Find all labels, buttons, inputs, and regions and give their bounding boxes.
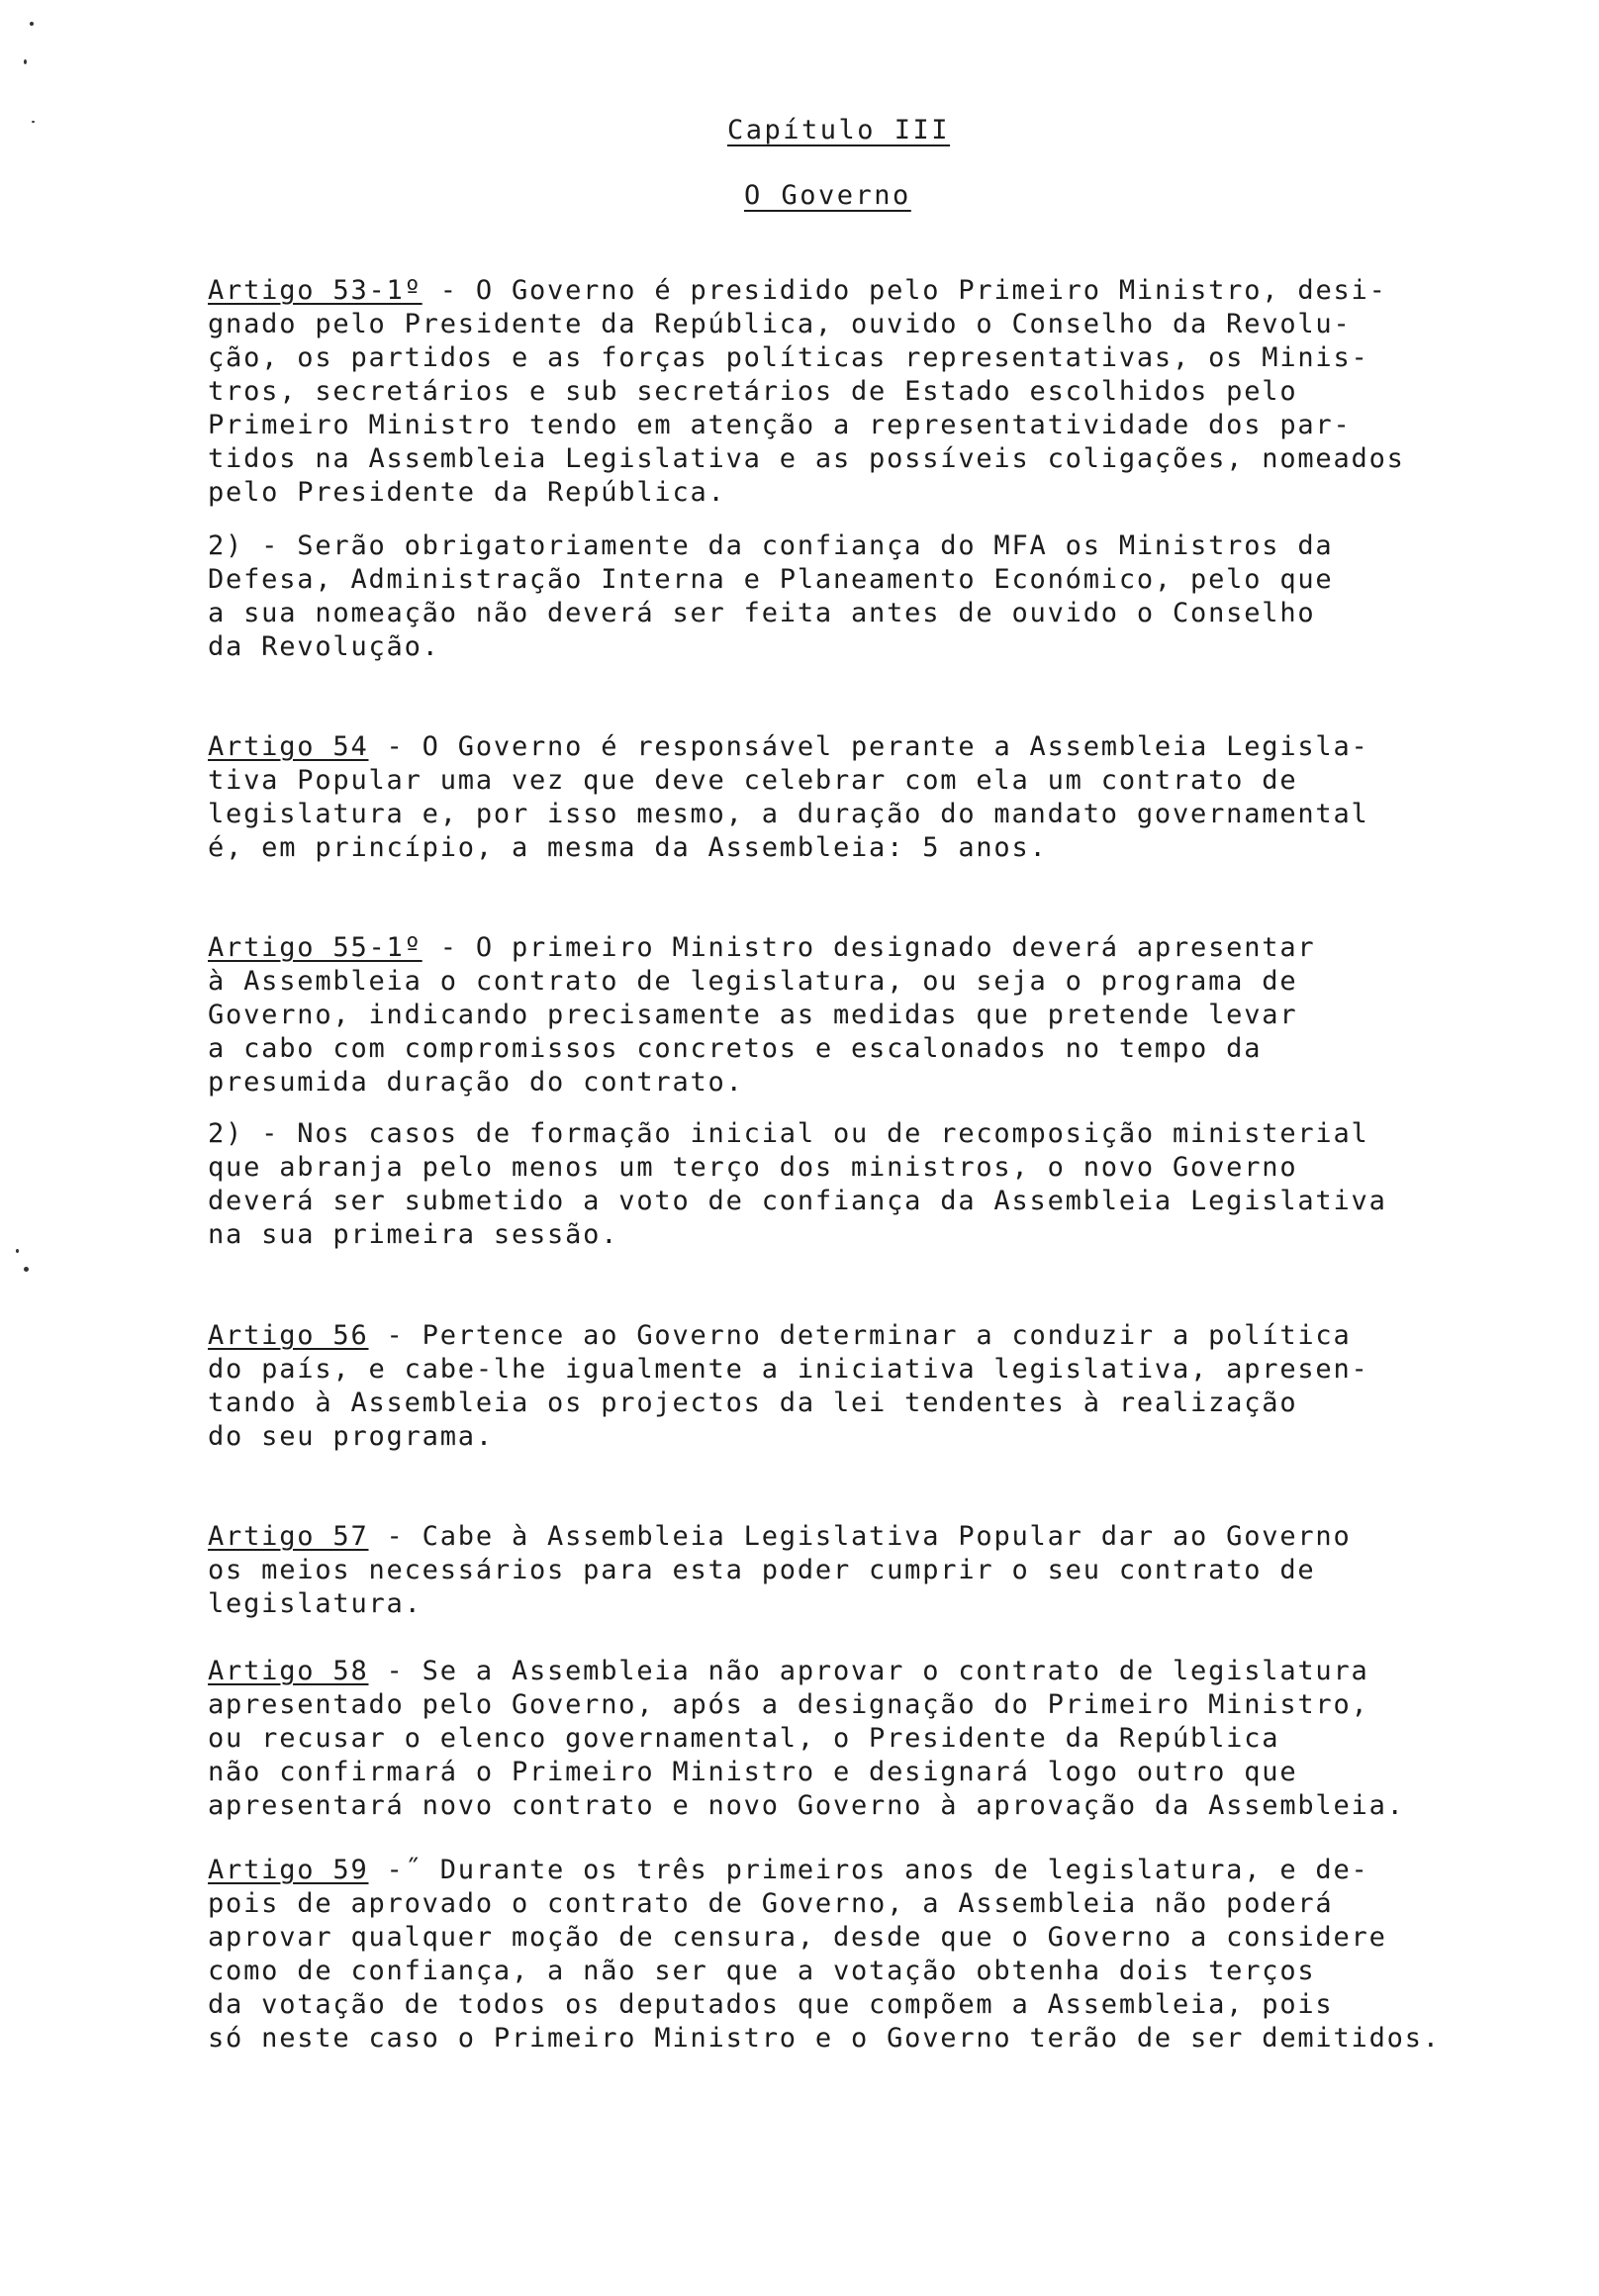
- article-text: - Cabe à Assembleia Legislativa Popular dar ao Governo os meios necessários para esta poder cumprir o seu contrato de legislatura.: [208, 1521, 1352, 1619]
- article-text: - Pertence ao Governo determinar a conduzir a política do país, e cabe-lhe igualmente a iniciativa legislativa, apresen- tando à Assembleia os projectos da lei tendentes à realização do seu programa.: [208, 1320, 1369, 1452]
- article-paragraph: [208, 730, 1369, 865]
- scan-speck: [24, 59, 27, 64]
- article-text: 2) - Nos casos de formação inicial ou de recomposição ministerial que abranja pelo menos um terço dos ministros, o novo Governo deverá ser submetido a voto de confiança da Assembleia Legislativa na sua primeira sessão.: [208, 1118, 1387, 1250]
- article-text: - O primeiro Ministro designado deverá apresentar à Assembleia o contrato de legislatura, ou seja o programa de Governo, indicando precisamente as medidas que pretende levar a cabo com compromissos concretos e escalonados no tempo da presumida duração do contrato.: [208, 932, 1316, 1098]
- article-ref: Artigo 59: [208, 1855, 369, 1885]
- article-text: -˝ Durante os três primeiros anos de legislatura, e de- pois de aprovado o contrato de Governo, a Assembleia não poderá aprovar qualquer moção de censura, desde que o Governo a considere como de confiança, a não ser que a votação obtenha dois terços da votação de todos os deputados que compõem a Assembleia, pois só neste caso o Primeiro Ministro e o Governo terão de ser demitidos.: [208, 1855, 1441, 2054]
- article-ref: Artigo 58: [208, 1656, 369, 1686]
- article-paragraph: [208, 1655, 1405, 1823]
- article-ref: Artigo 53-1º: [208, 275, 423, 306]
- scan-speck: [32, 121, 35, 123]
- article-paragraph: [208, 1520, 1352, 1621]
- section-title: O Governo: [744, 180, 911, 211]
- scan-speck: [16, 1249, 19, 1253]
- article-text: - O Governo é responsável perante a Assembleia Legisla- tiva Popular uma vez que deve celebrar com ela um contrato de legislatura e, por isso mesmo, a duração do mandato governamental é, em princípio, a mesma da Assembleia: 5 anos.: [208, 731, 1369, 863]
- scan-speck: [30, 22, 34, 26]
- article-ref: Artigo 55-1º: [208, 932, 423, 963]
- article-subparagraph: [208, 529, 1334, 664]
- article-text: - O Governo é presidido pelo Primeiro Ministro, desi- gnado pelo Presidente da República, ouvido o Conselho da Revolu- ção, os partidos e as forças políticas representativas, os Minis- tros, secretários e sub secretários de Estado escolhidos pelo Primeiro Ministro tendo em atenção a representatividade dos par- tidos na Assembleia Legislativa e as possíveis coligações, nomeados pelo Presidente da República.: [208, 275, 1405, 508]
- article-text: - Se a Assembleia não aprovar o contrato de legislatura apresentado pelo Governo, após a designação do Primeiro Ministro, ou recusar o elenco governamental, o Presidente da República não confirmará o Primeiro Ministro e designará logo outro que apresentará novo contrato e novo Governo à aprovação da Assembleia.: [208, 1656, 1405, 1821]
- article-text: 2) - Serão obrigatoriamente da confiança do MFA os Ministros da Defesa, Administração Interna e Planeamento Económico, pelo que a sua nomeação não deverá ser feita antes de ouvido o Conselho da Revolução.: [208, 530, 1334, 662]
- article-ref: Artigo 57: [208, 1521, 369, 1552]
- article-ref: Artigo 54: [208, 731, 369, 762]
- article-paragraph: [208, 274, 1405, 510]
- article-paragraph: [208, 1319, 1369, 1454]
- article-ref: Artigo 56: [208, 1320, 369, 1351]
- article-paragraph: [208, 931, 1315, 1100]
- scan-speck: [24, 1267, 29, 1272]
- article-subparagraph: [208, 1117, 1387, 1252]
- article-paragraph: [208, 1854, 1441, 2056]
- chapter-title: Capítulo III: [727, 115, 951, 145]
